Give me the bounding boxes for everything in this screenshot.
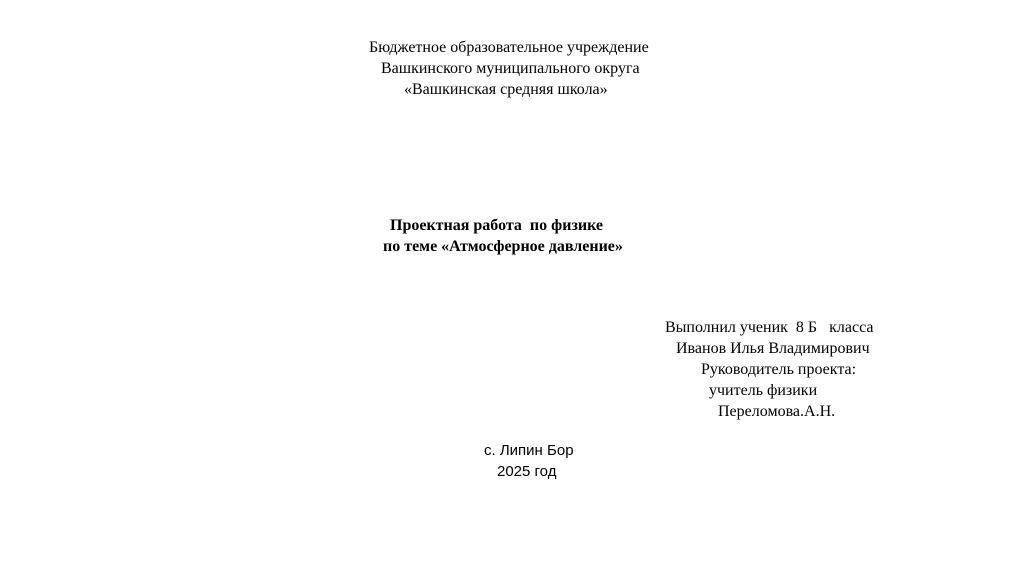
author-performed-by: Выполнил ученик 8 Б класса xyxy=(665,319,874,336)
institution-line-3: «Вашкинская средняя школа» xyxy=(404,81,608,98)
author-supervisor-label: Руководитель проекта: xyxy=(701,361,857,378)
institution-line-1: Бюджетное образовательное учреждение xyxy=(369,39,649,56)
project-title-line-2: по теме «Атмосферное давление» xyxy=(383,238,623,255)
footer-place: с. Липин Бор xyxy=(484,442,574,459)
institution-line-2: Вашкинского муниципального округа xyxy=(381,60,640,77)
author-supervisor-name: Переломова.А.Н. xyxy=(718,403,836,420)
project-title-line-1: Проектная работа по физике xyxy=(390,217,604,234)
author-student-name: Иванов Илья Владимирович xyxy=(676,340,870,357)
author-supervisor-role: учитель физики xyxy=(709,382,818,399)
footer-year: 2025 год xyxy=(497,463,557,480)
